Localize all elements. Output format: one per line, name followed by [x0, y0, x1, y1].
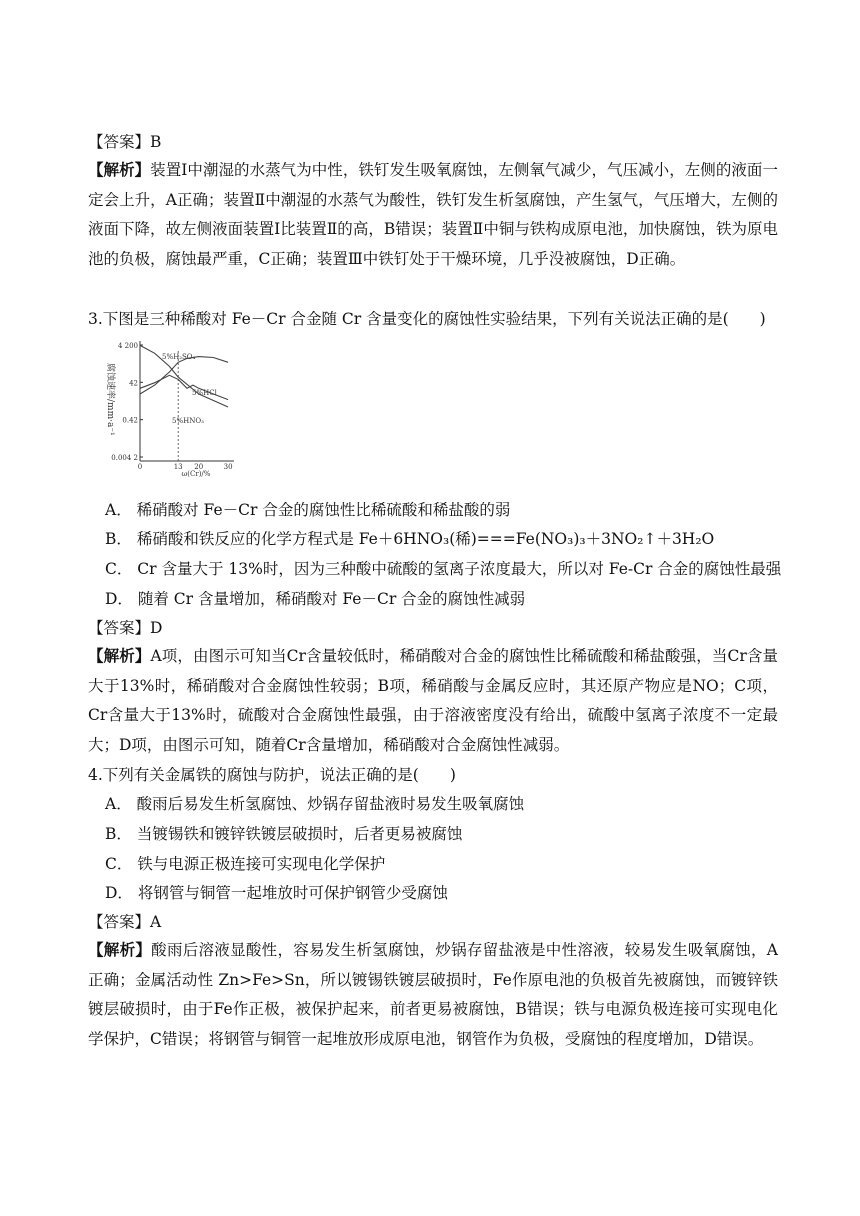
y-tick-label: 0.004 2	[111, 454, 138, 462]
x-axis-label: ω(Cr)/%	[181, 470, 211, 477]
q4-analysis-tag: 【解析】	[88, 940, 152, 959]
q4-answer: 【答案】A	[88, 913, 162, 931]
q4-option-c: C． 铁与电源正极连接可实现电化学保护	[105, 855, 386, 873]
q2-analysis-tag: 【解析】	[88, 160, 151, 179]
q4-analysis-text: 酸雨后溶液显酸性，容易发生析氢腐蚀，炒锅存留盐液是中性溶液，较易发生吸氧腐蚀，A正确；金属活动性 Zn>Fe>Sn，所以镀锡铁镀层破损时，Fe作原电池的负极首先被腐蚀，而镀锌铁镀层破损时，由于Fe作正极，被保护起来，前者更易被腐蚀，B错误；铁与电源负极连接可实现电化学保护，C错误；将钢管与铜管一起堆放形成原电池，钢管作为负极，受腐蚀的程度增加，D错误。	[88, 941, 778, 1048]
q3-option-a: A． 稀硝酸对 Fe－Cr 合金的腐蚀性比稀硫酸和稀盐酸的弱	[105, 501, 511, 519]
q3-analysis-tag: 【解析】	[88, 646, 151, 665]
q4-option-a: A． 酸雨后易发生析氢腐蚀、炒锅存留盐液时易发生吸氧腐蚀	[105, 795, 525, 813]
q4-analysis	[88, 935, 778, 1054]
q3-analysis	[88, 641, 778, 760]
q2-analysis	[88, 155, 778, 274]
y-axis-label: 腐蚀速率/mm·a⁻¹	[105, 363, 115, 436]
q4-option-b: B． 当镀锡铁和镀锌铁镀层破损时，后者更易被腐蚀	[105, 825, 463, 843]
q3-option-b: B． 稀硝酸和铁反应的化学方程式是 Fe＋6HNO₃(稀)===Fe(NO₃)₃＋3NO₂↑＋3H₂O	[105, 530, 715, 548]
y-tick-label: 42	[129, 379, 138, 388]
q3-option-d: D． 随着 Cr 含量增加，稀硝酸对 Fe－Cr 合金的腐蚀性减弱	[105, 590, 526, 608]
q3-stem: 3.下图是三种稀酸对 Fe－Cr 合金随 Cr 含量变化的腐蚀性实验结果，下列有关说法正确的是( )	[88, 310, 766, 328]
q2-analysis-text: 装置Ⅰ中潮湿的水蒸气为中性，铁钉发生吸氧腐蚀，左侧氧气减少，气压减小，左侧的液面一定会上升，A正确；装置Ⅱ中潮湿的水蒸气为酸性，铁钉发生析氢腐蚀，产生氢气，气压增大，左侧的液面下降，故左侧液面装置Ⅰ比装置Ⅱ的高，B错误；装置Ⅱ中铜与铁构成原电池，加快腐蚀，铁为原电池的负极，腐蚀最严重，C正确；装置Ⅲ中铁钉处于干燥环境，几乎没被腐蚀，D正确。	[88, 161, 778, 268]
series-label: 5%HCl	[192, 389, 217, 397]
series-label: 5%HNO₃	[172, 417, 204, 425]
q2-answer: 【答案】B	[88, 133, 162, 151]
y-tick-label: 4 200	[117, 342, 138, 350]
x-tick-label: 20	[194, 463, 204, 471]
q4-stem: 4.下列有关金属铁的腐蚀与防护，说法正确的是( )	[88, 766, 456, 784]
q3-analysis-text: A项，由图示可知当Cr含量较低时，稀硝酸对合金的腐蚀性比稀硫酸和稀盐酸强，当Cr含量大于13%时，稀硝酸对合金腐蚀性较弱；B项，稀硝酸与金属反应时，其还原产物应是NO；C项，Cr含量大于13%时，硫酸对合金腐蚀性最强，由于溶液密度没有给出，硫酸中氢离子浓度不一定最大；D项，由图示可知，随着Cr含量增加，稀硝酸对合金腐蚀性减弱。	[88, 647, 778, 754]
y-tick-label: 0.42	[122, 416, 138, 425]
q4-option-d: D． 将钢管与铜管一起堆放时可保护钢管少受腐蚀	[105, 884, 448, 902]
x-tick-label: 30	[223, 463, 233, 471]
q3-answer: 【答案】D	[88, 619, 163, 637]
q3-option-c: C． Cr 含量大于 13%时，因为三种酸中硫酸的氢离子浓度最大，所以对 Fe-Cr 合金的腐蚀性最强	[105, 560, 782, 578]
corrosion-chart	[100, 337, 240, 477]
x-tick-label: 0	[137, 463, 143, 471]
series-label: 5%H₂SO₄	[162, 353, 196, 361]
x-tick-label: 13	[173, 463, 183, 471]
